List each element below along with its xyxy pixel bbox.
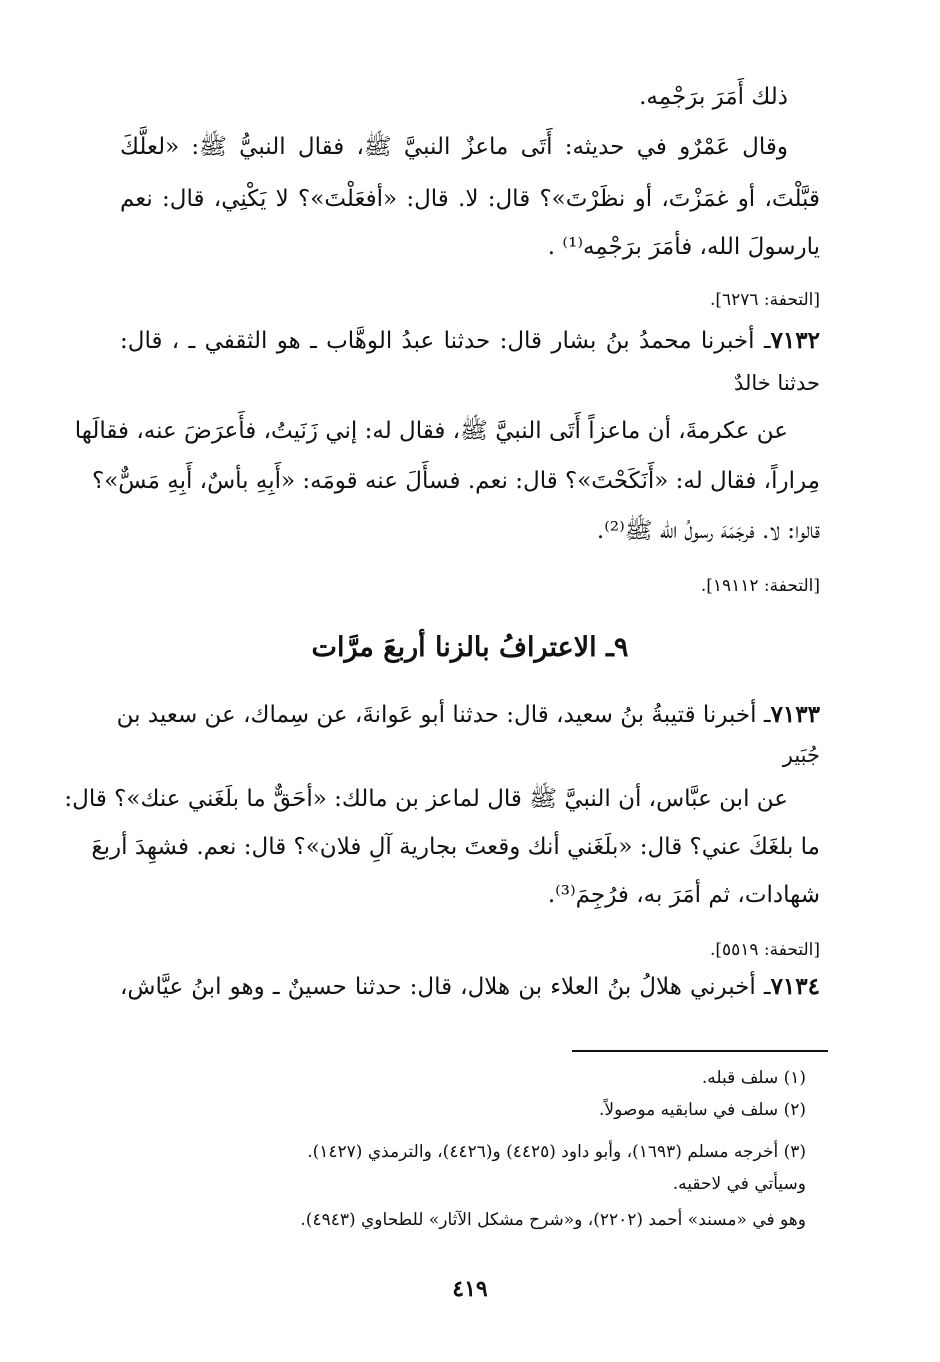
body-line: يارسولَ الله، فأمَرَ برَجْمِه⁽¹⁾ . <box>547 234 820 260</box>
hadith-header <box>116 700 820 730</box>
body-line: شهادات، ثم أمَرَ به، فرُجِمَ⁽³⁾. <box>547 882 820 908</box>
footnote: (١) سلف قبله. <box>701 1068 806 1088</box>
body-line: عن ابن عبَّاس، أن النبيَّ ﷺ قال لماعز بن مالك: «أحَقٌّ ما بلَغَني عنك»؟ قال: <box>64 786 788 812</box>
footnote-separator <box>572 1050 828 1052</box>
body-line: ما بلغَكَ عني؟ قال: «بلَغَني أنك وقعتَ بجارية آلِ فلان»؟ قال: نعم. فشهِدَ أربعَ <box>91 834 820 860</box>
body-line: ذلك أَمَرَ برَجْمِه. <box>639 84 788 110</box>
hadith-header <box>120 972 820 1002</box>
tuhfa-reference: [التحفة: ١٩١١٢]. <box>700 576 820 596</box>
hadith-chain-line: حدثنا خالدٌ <box>733 371 820 395</box>
hadith-chain-line: جُبَير <box>782 743 820 767</box>
hadith-number: ٧١٣٣ <box>770 701 820 728</box>
footnote: (٢) سلف في سابقيه موصولاً. <box>599 1100 806 1120</box>
hadith-chain: ـ أخبرني هلالُ بنُ العلاء بن هلال، قال: حدثنا حسينٌ ـ وهو ابنُ عيَّاش، <box>120 974 771 1000</box>
page-number: ٤١٩ <box>452 1276 488 1302</box>
body-line: قبَّلْتَ، أو غمَزْتَ، أو نظَرْتَ»؟ قال: لا. قال: «أفعَلْتَ»؟ لا يَكْنِي، قال: نعم <box>120 186 820 212</box>
body-line: مِراراً، فقال له: «أَنَكَحْتَ»؟ قال: نعم. فسأَلَ عنه قومَه: «أَبِهِ بأسٌ، أَبِهِ مَسٌّ»؟ <box>92 468 820 494</box>
body-line: وقال عَمْرٌو في حديثه: أَتَى ماعزٌ النبيَّ ﷺ، فقال النبيُّ ﷺ: «لعلَّكَ <box>120 134 788 160</box>
hadith-header <box>120 326 820 356</box>
footnote: وهو في «مسند» أحمد (٢٢٠٢)، و«شرح مشكل الآثار» للطحاوي (٤٩٤٣). <box>300 1210 806 1230</box>
footnote: وسيأتي في لاحقيه. <box>672 1174 806 1194</box>
body-line: قالوا: لا. فرجَمَهَ رسولُ الله ﷺ⁽²⁾. <box>596 518 820 544</box>
hadith-chain: ـ أخبرنا قتيبةُ بنُ سعيد، قال: حدثنا أبو عَوانةَ، عن سِماك، عن سعيد بن <box>116 702 771 728</box>
footnote: (٣) أخرجه مسلم (١٦٩٣)، وأبو داود (٤٤٢٥) و(٤٤٢٦)، والترمذي (١٤٢٧). <box>307 1142 806 1162</box>
tuhfa-reference: [التحفة: ٦٢٧٦]. <box>709 290 820 310</box>
body-line: عن عكرمةَ، أن ماعزاً أَتَى النبيَّ ﷺ، فقال له: إني زَنَيتُ، فأَعرَضَ عنه، فقالَها <box>74 418 788 444</box>
hadith-number: ٧١٣٢ <box>770 327 820 354</box>
hadith-chain: ـ أخبرنا محمدُ بنُ بشار قال: حدثنا عبدُ الوهَّاب ـ هو الثقفي ـ ، قال: <box>120 328 771 354</box>
tuhfa-reference: [التحفة: ٥٥١٩]. <box>709 940 820 960</box>
hadith-number: ٧١٣٤ <box>770 973 820 1000</box>
section-heading: ٩ـ الاعترافُ بالزنا أربعَ مرَّات <box>311 632 629 663</box>
